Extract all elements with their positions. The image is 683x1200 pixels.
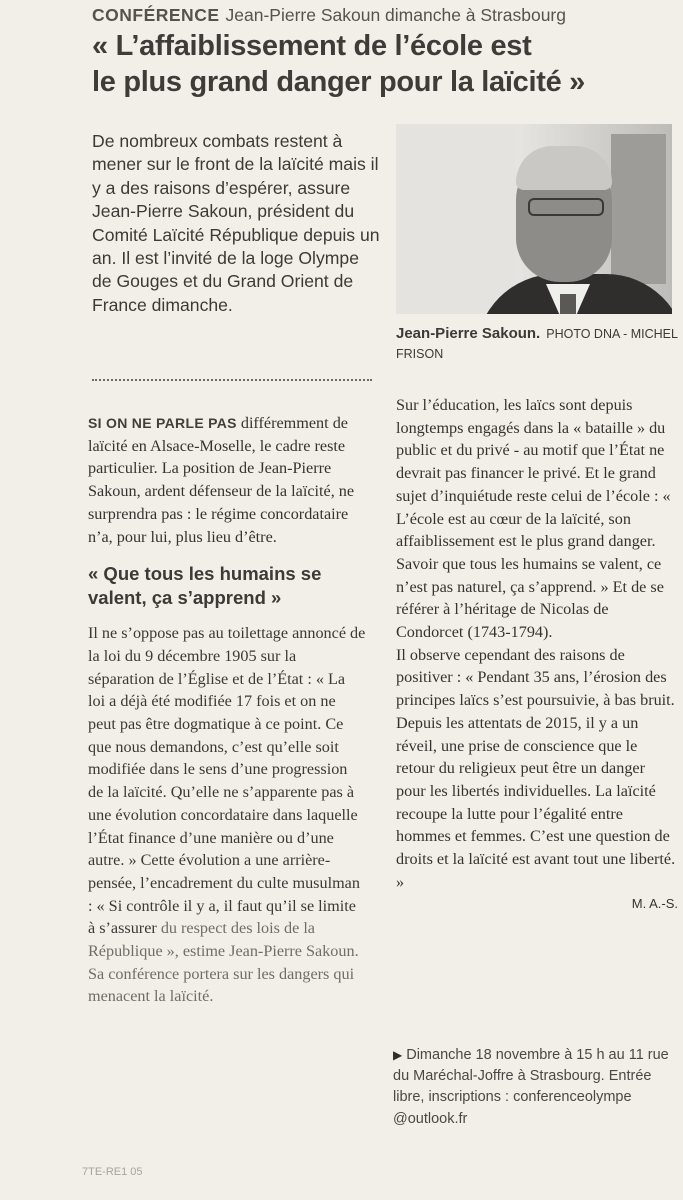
kicker-text: Jean-Pierre Sakoun dimanche à Strasbourg [225,5,566,25]
paragraph-2-text: Il ne s’oppose pas au toilettage annoncé de la loi du 9 décembre 1905 sur la séparation de l’Église et de l’État : « La loi a déjà été modifiée 17 fois et on ne peut pas être dogmatique à ce point. Ce que nous demandons, c’est qu’elle soit modifiée dans le sens d’une progression de la laïcité. Qu’elle ne s’apparente pas à une évolution concordataire dans laquelle l’État finance d’une manière ou d’une autre. » Cette évolution a une arrière-pensée, l’encadrement du culte musulman : « Si contrôle il y a, il faut qu’il se limite à s’assurer [88,624,366,938]
event-info-text: Dimanche 18 novembre à 15 h au 11 rue du Maréchal-Joffre à Strasbourg. Entrée libre, inscriptions : conferenceolympe @outlook.fr [393,1047,669,1127]
paragraph-1 [88,412,366,548]
portrait-photo [396,124,672,314]
paragraph-3: Sur l’éducation, les laïcs sont depuis longtemps engagés dans la « bataille » du public et du privé - au motif que l’État ne devrait pas financer le privé. Et le grand sujet d’inquiétude reste celui de l’école : « L’école est au cœur de la laïcité, son affaiblissement est le plus grand danger. Savoir que tous les humains se valent, ce n’est pas naturel, ça s’apprend. » Et de se référer à l’héritage de Nicolas de Condorcet (1743-1794). [396,396,671,642]
headline-line-1: « L’affaiblissement de l’école est [92,30,532,62]
paragraph-2-faded-text: du respect des lois de la République », estime Jean-Pierre Sakoun. Sa conférence portera sur les dangers qui menacent la laïcité. [88,919,359,1006]
lead-paragraph: De nombreux combats restent à mener sur le front de la laïcité mais il y a des raisons d’espérer, assure Jean-Pierre Sakoun, président du Comité Laïcité République depuis un an. Il est l’invité de la loge Olympe de Gouges et du Grand Orient de France dimanche. [92,131,380,315]
paragraph-lead-in: SI ON NE PARLE PAS [88,415,237,431]
dotted-separator [92,379,372,381]
rubric: CONFÉRENCE [92,5,220,25]
subheading: « Que tous les humains se valent, ça s’apprend » [88,563,322,609]
kicker [92,4,682,26]
photo-caption [396,324,681,364]
page-folio: 7TE-RE1 05 [82,1166,143,1178]
paragraph-2 [88,622,366,1008]
triangle-bullet-icon: ▶ [393,1048,403,1062]
caption-credit: PHOTO DNA - MICHEL FRISON [396,327,678,361]
caption-name: Jean-Pierre Sakoun. [396,325,541,342]
paragraph-4: Il observe cependant des raisons de positiver : « Pendant 35 ans, l’érosion des principes laïcs s’est poursuivie, à bas bruit. Depuis les attentats de 2015, il y a un réveil, une prise de conscience que le retour du religieux peut être un danger pour les libertés individuelles. La laïcité recoupe la lutte pour l’égalité entre hommes et femmes. C’est une question de droits et la laïcité est avant tout une liberté. » [396,645,676,891]
column-right [396,394,678,916]
event-info [393,1045,681,1130]
headline [92,28,677,100]
column-left [88,412,366,1008]
author-signature: M. A.-S. [631,896,678,912]
headline-line-2: le plus grand danger pour la laïcité » [92,66,585,98]
paragraph-1-text: différemment de laïcité en Alsace-Moselle, le cadre reste particulier. La position de Jean-Pierre Sakoun, ardent défenseur de la laïcité, ne surprendra pas : le régime concordataire n’a, pour lui, plus lieu d’être. [88,414,355,546]
